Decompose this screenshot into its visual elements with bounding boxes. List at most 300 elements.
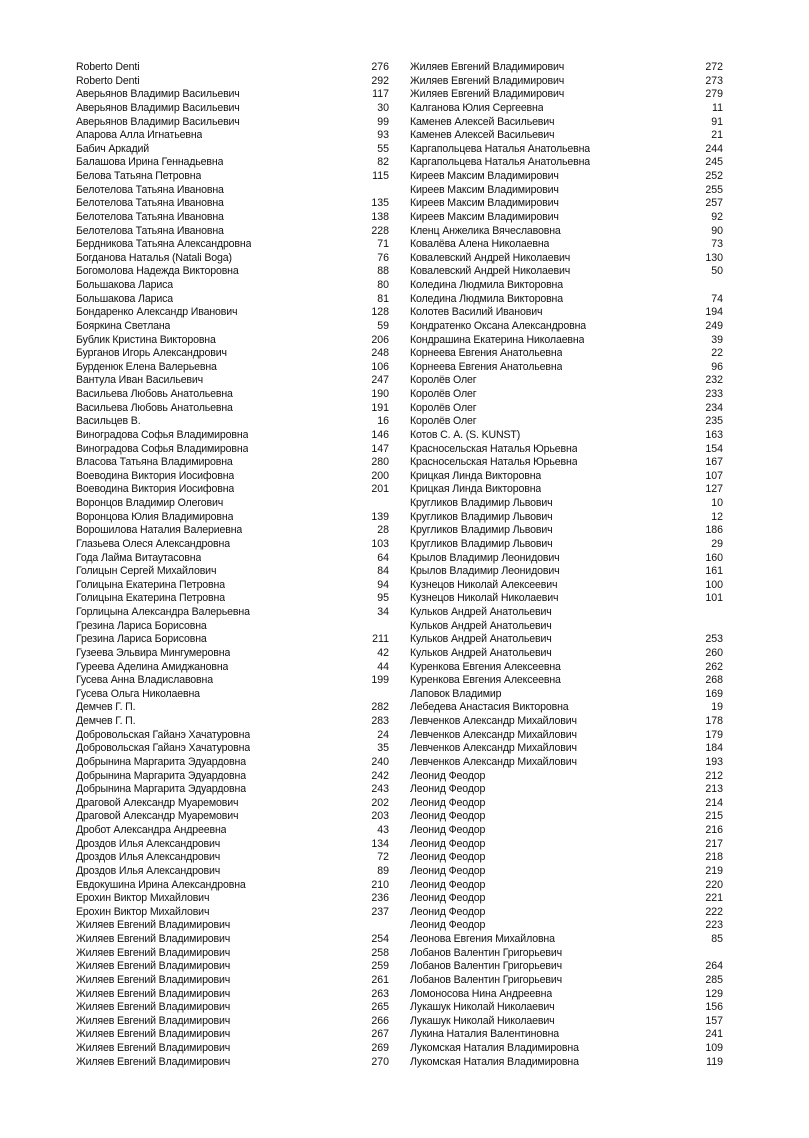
- index-entry: [410, 933, 723, 947]
- entry-name: Жиляев Евгений Владимирович: [76, 1055, 231, 1068]
- entry-name: Воронцов Владимир Олегович: [76, 497, 224, 509]
- index-entry: [410, 102, 723, 116]
- entry-name: Голицына Екатерина Петровна: [76, 592, 225, 605]
- entry-name: Лаповок Владимир: [410, 687, 502, 700]
- index-entry: [76, 61, 389, 75]
- entry-name: Грезина Лариса Борисовна: [76, 619, 207, 632]
- entry-name: Гузеева Эльвира Мингумеровна: [76, 646, 231, 659]
- index-entry: [76, 293, 389, 307]
- entry-name: Левченков Александр Михайлович: [410, 742, 577, 755]
- index-entry: [410, 470, 723, 484]
- entry-page-number: 203: [371, 810, 389, 823]
- entry-name: Большакова Лариса: [76, 279, 173, 291]
- index-entry: [76, 197, 389, 211]
- entry-page-number: 43: [377, 824, 389, 836]
- entry-page-number: 146: [371, 428, 389, 441]
- entry-page-number: 59: [377, 319, 389, 332]
- entry-name: Леонид Феодор: [410, 824, 486, 836]
- entry-page-number: 163: [705, 428, 723, 441]
- entry-name: Голицына Екатерина Петровна: [76, 578, 225, 591]
- entry-name: Кругликов Владимир Львович: [410, 537, 553, 550]
- entry-page-number: 253: [705, 633, 723, 646]
- index-entry: [76, 606, 389, 620]
- entry-page-number: 156: [705, 1001, 723, 1014]
- index-entry: [76, 497, 389, 511]
- entry-name: Белотелова Татьяна Ивановна: [76, 210, 224, 223]
- entry-name: Кругликов Владимир Львович: [410, 497, 553, 509]
- index-entry: [410, 538, 723, 552]
- entry-name: Лукашук Николай Николаевич: [410, 1014, 555, 1027]
- index-entry: [410, 783, 723, 797]
- index-entry: [410, 524, 723, 538]
- entry-name: Roberto Denti: [76, 74, 140, 87]
- entry-name: Белотелова Татьяна Ивановна: [76, 183, 224, 196]
- entry-name: Глазьева Олеся Александровна: [76, 537, 230, 550]
- entry-page-number: 259: [371, 960, 389, 973]
- entry-name: Бояркина Светлана: [76, 319, 171, 332]
- entry-name: Кульков Андрей Анатольевич: [410, 619, 552, 632]
- entry-page-number: 88: [377, 265, 389, 278]
- entry-name: Ворошилова Наталия Валериевна: [76, 524, 243, 537]
- entry-name: Бурденюк Елена Валерьевна: [76, 360, 217, 373]
- entry-name: Бердникова Татьяна Александровна: [76, 238, 252, 251]
- entry-page-number: 223: [705, 919, 723, 932]
- entry-page-number: 167: [705, 456, 723, 469]
- entry-name: Васильева Любовь Анатольевна: [76, 401, 233, 414]
- entry-name: Лукина Наталия Валентиновна: [410, 1028, 560, 1041]
- entry-name: Котов С. А. (S. KUNST): [410, 428, 521, 441]
- entry-name: Леонид Феодор: [410, 878, 486, 891]
- entry-name: Жиляев Евгений Владимирович: [76, 946, 231, 959]
- entry-name: Леонид Феодор: [410, 810, 486, 823]
- index-entry: [76, 783, 389, 797]
- index-entry: [76, 388, 389, 402]
- entry-name: Киреев Максим Владимирович: [410, 197, 559, 210]
- entry-page-number: 82: [377, 156, 389, 169]
- entry-name: Грезина Лариса Борисовна: [76, 633, 207, 646]
- entry-page-number: 267: [371, 1028, 389, 1041]
- entry-page-number: 139: [371, 510, 389, 523]
- index-entry: [410, 770, 723, 784]
- index-entry: [76, 933, 389, 947]
- entry-name: Ковалевский Андрей Николаевич: [410, 251, 571, 264]
- entry-name: Богомолова Надежда Викторовна: [76, 265, 239, 278]
- entry-name: Леонид Феодор: [410, 851, 486, 864]
- index-entry: [410, 347, 723, 361]
- index-entry: [76, 116, 389, 130]
- index-entry: [76, 75, 389, 89]
- entry-page-number: 117: [372, 88, 389, 101]
- index-entry: [76, 879, 389, 893]
- entry-name: Власова Татьяна Владимировна: [76, 456, 233, 469]
- entry-page-number: 262: [705, 660, 723, 673]
- index-entry: [410, 674, 723, 688]
- index-entry: [76, 674, 389, 688]
- index-entry: [76, 156, 389, 170]
- entry-name: Гусева Анна Владиславовна: [76, 674, 213, 687]
- entry-name: Добрынина Маргарита Эдуардовна: [76, 783, 246, 796]
- entry-page-number: 107: [705, 469, 723, 482]
- entry-name: Белова Татьяна Петровна: [76, 170, 202, 182]
- entry-name: Корнеева Евгения Анатольевна: [410, 360, 563, 373]
- index-entry: [76, 279, 389, 293]
- entry-page-number: 19: [711, 701, 723, 714]
- index-entry: [76, 1042, 389, 1056]
- index-entry: [410, 320, 723, 334]
- entry-name: Вантула Иван Васильевич: [76, 374, 204, 387]
- index-entry: [76, 620, 389, 634]
- entry-page-number: 254: [371, 933, 389, 945]
- entry-name: Леонид Феодор: [410, 796, 486, 809]
- entry-name: Жиляев Евгений Владимирович: [76, 960, 231, 973]
- entry-page-number: 157: [705, 1014, 723, 1027]
- index-entry: [410, 797, 723, 811]
- entry-name: Дробот Александра Андреевна: [76, 824, 227, 836]
- entry-name: Жиляев Евгений Владимирович: [410, 88, 565, 101]
- index-entry: [410, 456, 723, 470]
- entry-name: Крылов Владимир Леонидович: [410, 551, 560, 564]
- entry-page-number: 101: [705, 592, 723, 605]
- entry-name: Кондрашина Екатерина Николаевна: [410, 333, 585, 346]
- index-entry: [76, 524, 389, 538]
- entry-page-number: 99: [377, 115, 389, 128]
- entry-name: Горлицына Александра Валерьевна: [76, 606, 250, 618]
- entry-page-number: 135: [371, 197, 389, 210]
- index-entry: [76, 306, 389, 320]
- entry-name: Жиляев Евгений Владимирович: [76, 1001, 231, 1014]
- entry-page-number: 241: [705, 1028, 723, 1041]
- index-entry: [410, 947, 723, 961]
- entry-page-number: 201: [371, 483, 389, 496]
- entry-name: Кульков Андрей Анатольевич: [410, 606, 552, 618]
- entry-page-number: 106: [371, 360, 389, 373]
- entry-name: Жиляев Евгений Владимирович: [76, 1042, 231, 1054]
- entry-name: Голицын Сергей Михайлович: [76, 565, 217, 578]
- index-entry: [76, 225, 389, 239]
- entry-name: Лукашук Николай Николаевич: [410, 1001, 555, 1014]
- entry-page-number: 218: [705, 851, 723, 864]
- entry-page-number: 258: [371, 946, 389, 959]
- index-entry: [410, 1028, 723, 1042]
- index-entry: [76, 470, 389, 484]
- index-entry: [76, 374, 389, 388]
- index-entry: [76, 770, 389, 784]
- index-entry: [76, 1015, 389, 1029]
- entry-name: Каргапольцева Наталья Анатольевна: [410, 142, 591, 155]
- index-entry: [76, 906, 389, 920]
- index-entry: [410, 156, 723, 170]
- index-entry: [76, 170, 389, 184]
- entry-name: Коледина Людмила Викторовна: [410, 279, 563, 291]
- index-entry: [410, 974, 723, 988]
- entry-name: Жиляев Евгений Владимирович: [76, 973, 231, 986]
- entry-page-number: 100: [705, 578, 723, 591]
- index-entry: [410, 892, 723, 906]
- index-entry: [76, 647, 389, 661]
- entry-name: Левченков Александр Михайлович: [410, 715, 577, 727]
- entry-name: Королёв Олег: [410, 388, 477, 400]
- entry-page-number: 202: [371, 796, 389, 809]
- entry-page-number: 237: [371, 905, 389, 918]
- entry-page-number: 272: [705, 61, 723, 73]
- entry-name: Калганова Юлия Сергеевна: [410, 101, 544, 114]
- index-entry: [410, 443, 723, 457]
- entry-name: Воеводина Виктория Иосифовна: [76, 469, 235, 482]
- index-entry: [410, 116, 723, 130]
- entry-page-number: 24: [377, 728, 389, 741]
- index-entry: [76, 552, 389, 566]
- index-column-right: [410, 61, 723, 1069]
- entry-name: Каменев Алексей Васильевич: [410, 129, 555, 142]
- index-entry: [76, 1056, 389, 1070]
- index-entry: [410, 402, 723, 416]
- entry-name: Кондратенко Оксана Александровна: [410, 319, 587, 332]
- index-entry: [410, 361, 723, 375]
- index-entry: [76, 456, 389, 470]
- entry-name: Кульков Андрей Анатольевич: [410, 633, 552, 646]
- entry-name: Roberto Denti: [76, 61, 140, 73]
- entry-name: Кругликов Владимир Львович: [410, 510, 553, 523]
- entry-page-number: 190: [371, 388, 389, 400]
- index-entry: [410, 511, 723, 525]
- entry-name: Жиляев Евгений Владимирович: [76, 1028, 231, 1041]
- index-entry: [76, 1001, 389, 1015]
- entry-name: Добровольская Гайанэ Хачатуровна: [76, 728, 251, 741]
- entry-page-number: 221: [705, 892, 723, 905]
- entry-name: Кульков Андрей Анатольевич: [410, 646, 552, 659]
- index-entry: [76, 579, 389, 593]
- entry-page-number: 247: [371, 374, 389, 387]
- entry-name: Колотев Василий Иванович: [410, 306, 543, 319]
- index-entry: [410, 851, 723, 865]
- index-entry: [76, 184, 389, 198]
- entry-page-number: 129: [705, 987, 723, 1000]
- entry-page-number: 206: [371, 333, 389, 346]
- entry-name: Коледина Людмила Викторовна: [410, 292, 563, 305]
- entry-name: Богданова Наталья (Natali Boga): [76, 251, 232, 264]
- entry-name: Лебедева Анастасия Викторовна: [410, 701, 569, 714]
- index-entry: [76, 238, 389, 252]
- entry-page-number: 186: [705, 524, 723, 537]
- index-entry: [410, 75, 723, 89]
- entry-name: Лукомская Наталия Владимировна: [410, 1042, 579, 1054]
- entry-name: Ерохин Виктор Михайлович: [76, 892, 210, 905]
- index-entry: [410, 661, 723, 675]
- entry-page-number: 42: [377, 646, 389, 659]
- index-entry: [76, 361, 389, 375]
- entry-page-number: 193: [705, 755, 723, 768]
- entry-page-number: 147: [371, 442, 389, 455]
- index-entry: [410, 129, 723, 143]
- entry-page-number: 179: [705, 728, 723, 741]
- entry-name: Васильева Любовь Анатольевна: [76, 388, 233, 400]
- entry-name: Аверьянов Владимир Васильевич: [76, 101, 240, 114]
- entry-page-number: 160: [705, 551, 723, 564]
- index-entry: [410, 960, 723, 974]
- entry-page-number: 276: [371, 61, 389, 73]
- index-entry: [410, 906, 723, 920]
- entry-page-number: 245: [705, 156, 723, 169]
- index-entry: [76, 892, 389, 906]
- entry-page-number: 215: [705, 810, 723, 823]
- entry-page-number: 214: [705, 796, 723, 809]
- index-entry: [76, 688, 389, 702]
- entry-name: Королёв Олег: [410, 415, 477, 428]
- index-entry: [76, 960, 389, 974]
- entry-name: Жиляев Евгений Владимирович: [76, 1014, 231, 1027]
- index-entry: [76, 797, 389, 811]
- entry-name: Красносельская Наталья Юрьевна: [410, 456, 578, 469]
- entry-page-number: 261: [371, 973, 389, 986]
- entry-name: Балашова Ирина Геннадьевна: [76, 156, 224, 169]
- entry-name: Леонид Феодор: [410, 837, 486, 850]
- entry-page-number: 130: [705, 251, 723, 264]
- entry-page-number: 269: [371, 1042, 389, 1054]
- entry-name: Лукомская Наталия Владимировна: [410, 1055, 579, 1068]
- entry-page-number: 128: [371, 306, 389, 319]
- index-entry: [410, 620, 723, 634]
- entry-name: Бублик Кристина Викторовна: [76, 333, 216, 346]
- entry-name: Добрынина Маргарита Эдуардовна: [76, 755, 246, 768]
- index-entry: [76, 661, 389, 675]
- entry-page-number: 94: [377, 578, 389, 591]
- entry-name: Демчев Г. П.: [76, 715, 136, 727]
- entry-name: Васильцев В.: [76, 415, 141, 428]
- entry-page-number: 44: [377, 660, 389, 673]
- index-entry: [410, 579, 723, 593]
- index-entry: [410, 415, 723, 429]
- entry-page-number: 73: [711, 238, 723, 251]
- entry-name: Виноградова Софья Владимировна: [76, 428, 249, 441]
- index-entry: [410, 170, 723, 184]
- entry-name: Ковалёва Алена Николаевна: [410, 238, 550, 251]
- index-entry: [76, 851, 389, 865]
- entry-name: Воронцова Юлия Владимировна: [76, 510, 234, 523]
- index-entry: [410, 374, 723, 388]
- entry-name: Кругликов Владимир Львович: [410, 524, 553, 537]
- entry-page-number: 35: [377, 742, 389, 755]
- index-entry: [410, 265, 723, 279]
- entry-page-number: 64: [377, 551, 389, 564]
- entry-page-number: 161: [705, 565, 723, 578]
- index-entry: [410, 988, 723, 1002]
- index-entry: [410, 565, 723, 579]
- entry-page-number: 220: [705, 878, 723, 891]
- entry-page-number: 80: [377, 279, 389, 291]
- entry-page-number: 22: [711, 347, 723, 360]
- entry-name: Леонова Евгения Михайловна: [410, 933, 555, 945]
- entry-page-number: 257: [705, 197, 723, 210]
- entry-page-number: 248: [371, 347, 389, 360]
- index-entry: [76, 824, 389, 838]
- index-entry: [410, 824, 723, 838]
- entry-page-number: 191: [371, 401, 389, 414]
- entry-page-number: 90: [711, 224, 723, 237]
- entry-page-number: 127: [705, 483, 723, 496]
- index-entry: [76, 756, 389, 770]
- entry-name: Драговой Александр Муаремович: [76, 810, 239, 823]
- index-entry: [410, 919, 723, 933]
- index-entry: [410, 197, 723, 211]
- entry-page-number: 266: [371, 1014, 389, 1027]
- index-entry: [410, 184, 723, 198]
- entry-page-number: 234: [705, 401, 723, 414]
- entry-name: Киреев Максим Владимирович: [410, 170, 559, 182]
- index-entry: [410, 810, 723, 824]
- index-entry: [76, 947, 389, 961]
- index-entry: [76, 538, 389, 552]
- entry-name: Корнеева Евгения Анатольевна: [410, 347, 563, 360]
- entry-name: Бабич Аркадий: [76, 142, 150, 155]
- entry-name: Добровольская Гайанэ Хачатуровна: [76, 742, 251, 755]
- entry-page-number: 263: [371, 987, 389, 1000]
- entry-page-number: 242: [371, 769, 389, 782]
- entry-page-number: 199: [371, 674, 389, 687]
- entry-page-number: 222: [705, 905, 723, 918]
- entry-page-number: 194: [705, 306, 723, 319]
- entry-name: Аверьянов Владимир Васильевич: [76, 115, 240, 128]
- entry-page-number: 81: [377, 292, 389, 305]
- entry-page-number: 283: [371, 715, 389, 727]
- index-entry: [76, 1028, 389, 1042]
- index-entry: [410, 293, 723, 307]
- entry-name: Леонид Феодор: [410, 864, 486, 877]
- entry-page-number: 76: [377, 251, 389, 264]
- index-entry: [76, 729, 389, 743]
- entry-page-number: 16: [377, 415, 389, 428]
- entry-page-number: 12: [711, 510, 723, 523]
- entry-page-number: 216: [705, 824, 723, 836]
- entry-page-number: 55: [377, 142, 389, 155]
- entry-page-number: 260: [705, 646, 723, 659]
- index-entry: [410, 742, 723, 756]
- index-entry: [76, 565, 389, 579]
- entry-page-number: 268: [705, 674, 723, 687]
- entry-page-number: 134: [371, 837, 389, 850]
- entry-name: Кузнецов Николай Алексеевич: [410, 578, 558, 591]
- entry-name: Года Лайма Витаутасовна: [76, 551, 202, 564]
- entry-page-number: 138: [371, 210, 389, 223]
- index-entry: [410, 1015, 723, 1029]
- entry-name: Красносельская Наталья Юрьевна: [410, 442, 578, 455]
- entry-name: Демчев Г. П.: [76, 701, 136, 714]
- entry-page-number: 232: [705, 374, 723, 387]
- entry-name: Жиляев Евгений Владимирович: [410, 74, 565, 87]
- index-entry: [76, 347, 389, 361]
- entry-page-number: 10: [711, 497, 723, 509]
- entry-name: Леонид Феодор: [410, 892, 486, 905]
- entry-page-number: 119: [706, 1055, 723, 1068]
- entry-page-number: 29: [711, 537, 723, 550]
- entry-name: Гуреева Аделина Амиджановна: [76, 660, 229, 673]
- entry-name: Жиляев Евгений Владимирович: [76, 919, 231, 932]
- entry-name: Ерохин Виктор Михайлович: [76, 905, 210, 918]
- entry-page-number: 50: [711, 265, 723, 278]
- index-entry: [76, 715, 389, 729]
- index-entry: [76, 633, 389, 647]
- index-entry: [76, 402, 389, 416]
- entry-name: Бурганов Игорь Александрович: [76, 347, 227, 360]
- index-entry: [410, 1056, 723, 1070]
- entry-page-number: 11: [712, 101, 723, 114]
- entry-name: Евдокушина Ирина Александровна: [76, 878, 246, 891]
- index-entry: [76, 252, 389, 266]
- entry-page-number: 285: [705, 973, 723, 986]
- index-entry: [410, 729, 723, 743]
- entry-page-number: 279: [705, 88, 723, 101]
- entry-page-number: 93: [377, 129, 389, 142]
- entry-name: Дроздов Илья Александрович: [76, 837, 221, 850]
